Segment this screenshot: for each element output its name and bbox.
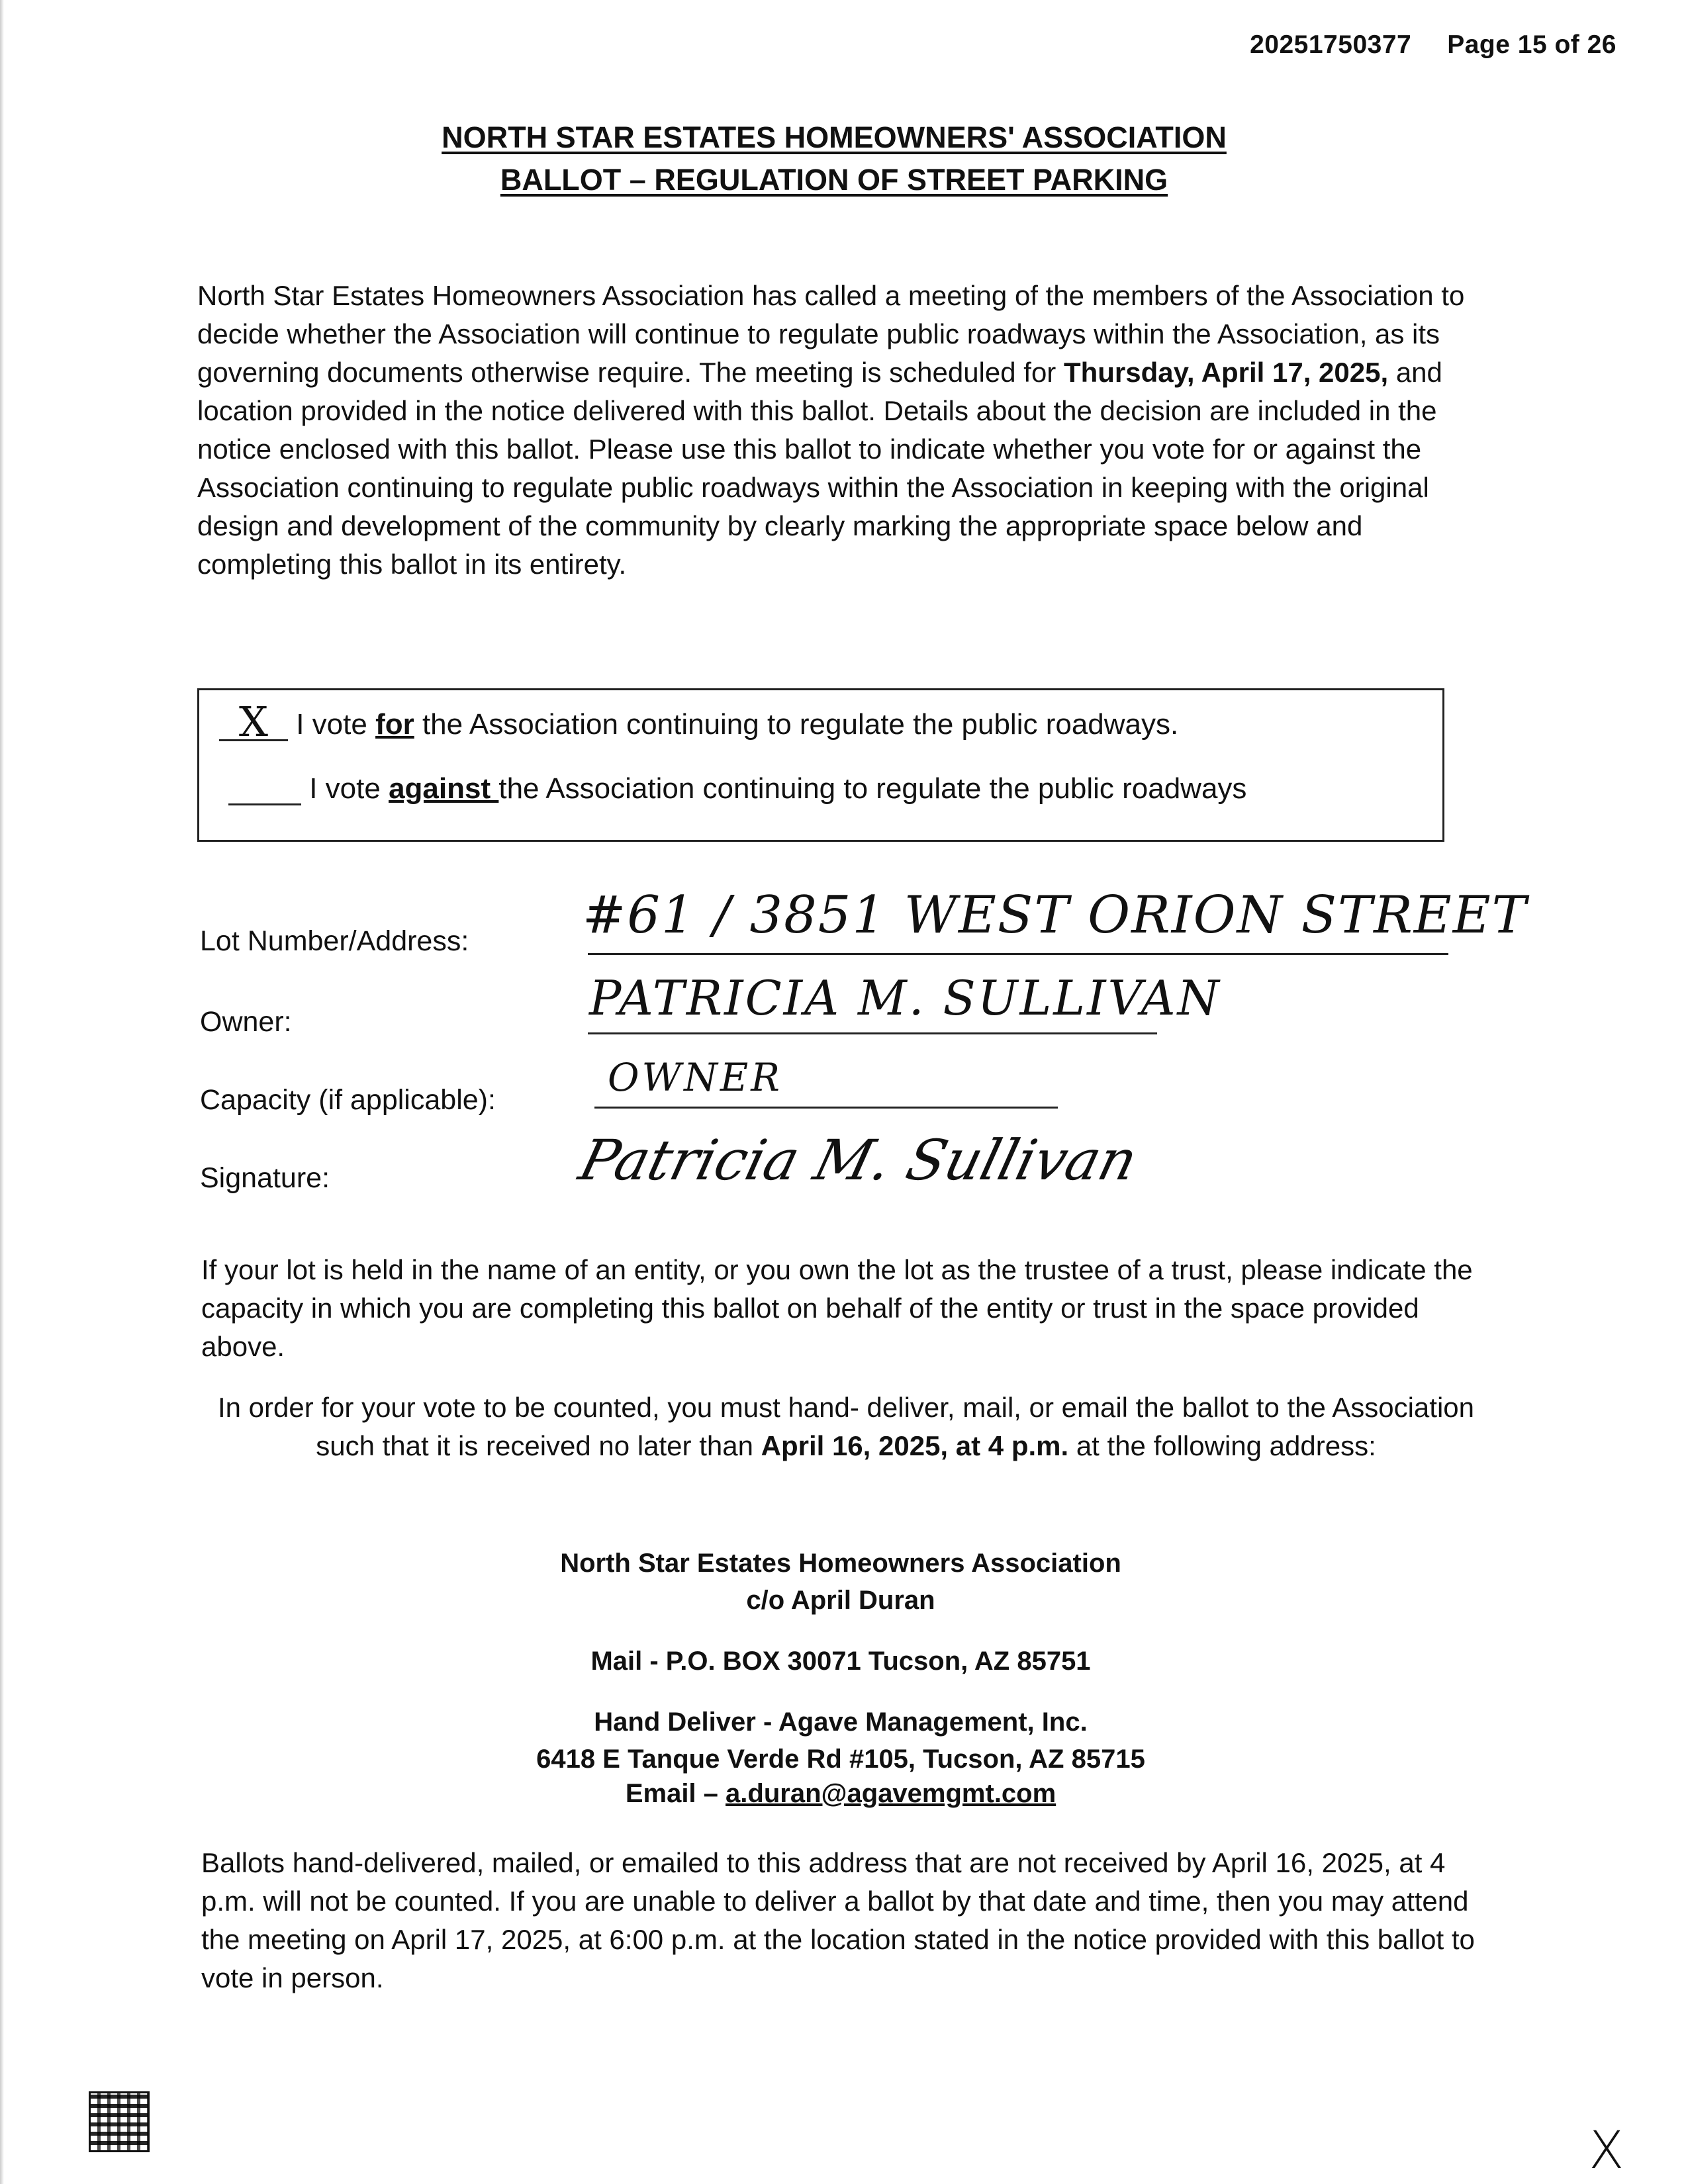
title-line-2: BALLOT – REGULATION OF STREET PARKING: [500, 163, 1168, 197]
lot-address-label: Lot Number/Address:: [200, 925, 469, 957]
owner-value[interactable]: PATRICIA M. SULLIVAN: [589, 970, 1221, 1026]
email-label: Email –: [625, 1779, 726, 1808]
deadline-paragraph: [204, 1388, 1488, 1465]
vote-against-prefix: I vote: [309, 772, 389, 805]
deadline-text-1: In order for your vote to be counted, you must hand- deliver, mail, or email the ballot to the Association such that it is received no later than: [217, 1392, 1475, 1461]
signature-label: Signature:: [200, 1162, 330, 1194]
meeting-date: Thursday, April 17, 2025,: [1063, 357, 1389, 388]
qr-code: [89, 2091, 150, 2152]
email-link[interactable]: a.duran@agavemgmt.com: [726, 1779, 1056, 1808]
vote-for-text: the Association continuing to regulate the public roadways.: [414, 708, 1179, 741]
vote-for-blank[interactable]: X: [219, 705, 288, 741]
vote-against-blank[interactable]: [228, 803, 301, 805]
capacity-value[interactable]: OWNER: [608, 1055, 782, 1100]
deadline-date: April 16, 2025, at 4 p.m.: [761, 1430, 1069, 1461]
intro-text-1: North Star Estates Homeowners Association has called a meeting of the members of the Association to decide whether the Association will continue to regulate public roadways within the Association, as its governing documents otherwise require. The meeting is scheduled for: [197, 280, 1465, 388]
lot-address-line: [588, 953, 1448, 955]
lot-address-value[interactable]: #61 / 3851 WEST ORION STREET: [583, 886, 1528, 945]
page-indicator: Page 15 of 26: [1447, 30, 1617, 59]
vote-for-option[interactable]: [219, 698, 1179, 746]
address-mail: Mail - P.O. BOX 30071 Tucson, AZ 85751: [590, 1647, 1091, 1676]
address-street: 6418 E Tanque Verde Rd #105, Tucson, AZ 85715: [536, 1745, 1145, 1774]
entity-note: If your lot is held in the name of an entity, or you own the lot as the trustee of a trust, please indicate the capacity in which you are completing this ballot on behalf of the entity or trust in the space provided above.: [201, 1254, 1473, 1362]
intro-text-2: and location provided in the notice delivered with this ballot. Details about the decision are included in the notice enclosed with this ballot. Please use this ballot to indicate whether you vote for or against the Association continuing to regulate public roadways within the Association in keeping with the original design and development of the community by clearly marking the appropriate space below and completing this ballot in its entirety.: [197, 357, 1442, 580]
vote-box: [197, 688, 1444, 842]
deadline-text-2: at the following address:: [1068, 1430, 1376, 1461]
vote-for-prefix: I vote: [296, 708, 376, 741]
capacity-label: Capacity (if applicable):: [200, 1084, 496, 1116]
address-hand-deliver: Hand Deliver - Agave Management, Inc.: [594, 1707, 1088, 1737]
address-email-row: [0, 1779, 1681, 1809]
document-header: [1250, 30, 1617, 60]
intro-paragraph: [197, 277, 1488, 584]
corner-x-mark: X: [1589, 2121, 1624, 2181]
vote-against-text: the Association continuing to regulate the public roadways: [498, 772, 1247, 805]
scan-edge: [0, 0, 4, 2184]
title-line-1: NORTH STAR ESTATES HOMEOWNERS' ASSOCIATION: [442, 120, 1227, 154]
address-org: North Star Estates Homeowners Association: [560, 1549, 1121, 1578]
owner-line: [588, 1032, 1157, 1034]
vote-against-option[interactable]: [228, 772, 1246, 805]
owner-label: Owner:: [200, 1006, 292, 1038]
signature-value[interactable]: Patricia M. Sullivan: [573, 1128, 1144, 1193]
address-attn: c/o April Duran: [746, 1586, 935, 1615]
capacity-line: [594, 1107, 1058, 1109]
vote-against-word: against: [389, 772, 499, 805]
vote-for-word: for: [375, 708, 414, 741]
document-number: 20251750377: [1250, 30, 1412, 59]
closing-paragraph: Ballots hand-delivered, mailed, or emailed to this address that are not received by April 16, 2025, at 4 p.m. will not be counted. If you are unable to deliver a ballot by that date and time, then you may attend the meeting on April 17, 2025, at 6:00 p.m. at the location stated in the notice provided with this ballot to vote in person.: [201, 1847, 1475, 1993]
